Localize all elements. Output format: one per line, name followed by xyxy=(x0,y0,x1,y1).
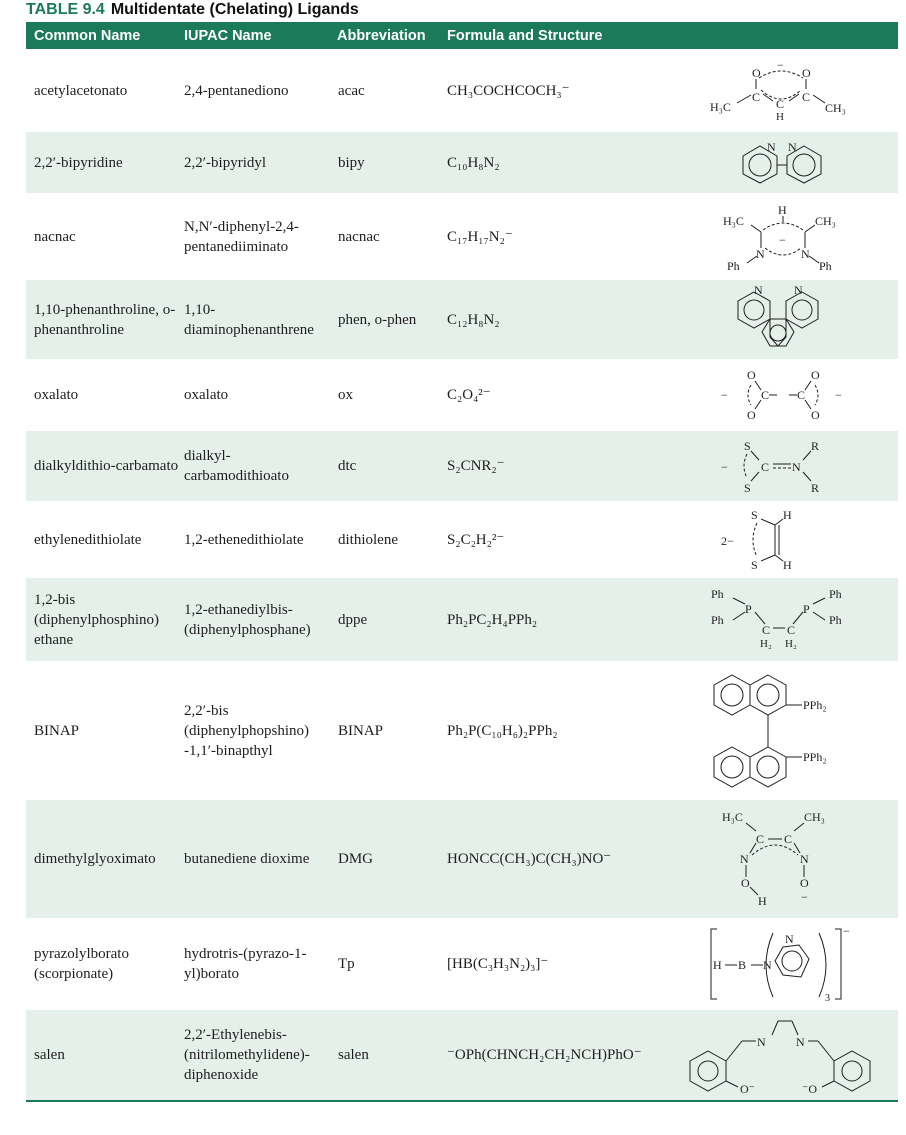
structure-label: N xyxy=(767,139,776,154)
table-row xyxy=(26,359,898,431)
structure-label: N xyxy=(757,1035,766,1049)
structure-label: O xyxy=(811,368,820,382)
dithiolene-structure-icon xyxy=(717,507,847,573)
formula: S₂C₂H₂²⁻ xyxy=(447,531,505,548)
abbreviation: bipy xyxy=(338,154,365,171)
abbreviation: ox xyxy=(338,387,353,403)
iupac-name: 1,10-diaminophenanthrene xyxy=(184,301,314,338)
formula: S₂CNR₂⁻ xyxy=(447,458,505,474)
structure-label: Ph xyxy=(829,586,842,601)
common-name: pyrazolylborato (scorpionate) xyxy=(34,946,129,982)
nacnac-structure-icon xyxy=(717,200,847,274)
abbreviation: BINAP xyxy=(338,722,384,739)
table-row xyxy=(26,661,898,800)
structure-label: C xyxy=(787,622,796,637)
table-row xyxy=(26,132,898,193)
common-name: 2,2′-bipyridine xyxy=(34,154,123,171)
structure-label: C xyxy=(797,388,806,402)
iupac-name: 2,2′-bis (diphenylphopshino) -1,1′-binapthyl xyxy=(184,702,309,759)
structure-label: 2− xyxy=(721,533,734,548)
structure-label: O xyxy=(747,408,756,422)
structure-cell xyxy=(666,280,898,359)
abbreviation: phen, o-phen xyxy=(338,311,417,328)
structure-label: H₃C xyxy=(723,213,744,228)
structure-label: N xyxy=(785,932,794,946)
structure-label: N xyxy=(756,246,765,261)
structure-cell xyxy=(666,578,898,661)
structure-label: N xyxy=(794,283,803,297)
common-name: dialkyldithio-carbamato xyxy=(34,458,179,474)
abbreviation: Tp xyxy=(338,956,355,972)
structure-label: Ph xyxy=(711,586,724,601)
structure-label: − xyxy=(843,924,850,938)
structure-label: H xyxy=(713,958,722,972)
formula: Ph₂P(C₁₀H₆)₂PPh₂ xyxy=(447,722,558,739)
structure-label: R xyxy=(811,439,820,453)
abbreviation: dtc xyxy=(338,458,357,474)
structure-label: − xyxy=(721,388,728,402)
header-common-name: Common Name xyxy=(34,28,141,44)
structure-cell xyxy=(666,661,898,800)
structure-label: O⁻ xyxy=(740,1082,755,1095)
header-formula-structure: Formula and Structure xyxy=(447,28,603,44)
structure-label: N xyxy=(763,958,772,972)
table-row xyxy=(26,49,898,132)
table-row xyxy=(26,501,898,578)
structure-label: C xyxy=(761,460,770,474)
formula: ⁻OPh(CHNCH₂CH₂NCH)PhO⁻ xyxy=(447,1047,642,1063)
structure-label: PPh₂ xyxy=(803,697,827,712)
table-row xyxy=(26,1010,898,1100)
structure-cell xyxy=(666,359,898,431)
formula: C₁₂H₈N₂ xyxy=(447,311,500,328)
iupac-name: 2,4-pentanediono xyxy=(184,82,289,99)
dithiocarbamate-structure-icon xyxy=(717,436,847,496)
bipyridine-structure-icon xyxy=(722,137,842,189)
structure-cell xyxy=(666,431,898,501)
structure-cell xyxy=(666,132,898,193)
structure-label: S xyxy=(751,557,758,572)
structure-label: C xyxy=(762,622,771,637)
structure-label: C xyxy=(756,832,765,846)
phenanthroline-structure-icon xyxy=(722,284,842,356)
iupac-name: 2,2′-bipyridyl xyxy=(184,154,267,171)
structure-label: S xyxy=(744,481,751,495)
structure-cell xyxy=(666,501,898,578)
structure-label: CH₃ xyxy=(825,100,846,115)
common-name: 1,10-phenanthroline, o-phenanthroline xyxy=(34,301,176,338)
structure-label: O xyxy=(800,876,809,890)
structure-label: N xyxy=(796,1035,805,1049)
structure-label: N xyxy=(740,852,749,866)
structure-cell xyxy=(666,918,898,1010)
formula: Ph₂PC₂H₄PPh₂ xyxy=(447,611,538,628)
structure-label: C xyxy=(776,96,785,111)
common-name: ethylenedithiolate xyxy=(34,531,142,548)
structure-cell xyxy=(666,193,898,280)
header-iupac-name: IUPAC Name xyxy=(184,28,272,44)
table-number: TABLE 9.4 xyxy=(26,1,105,18)
structure-label: C xyxy=(802,89,811,104)
structure-label: − xyxy=(835,388,842,402)
structure-label: N xyxy=(792,460,801,474)
structure-label: R xyxy=(811,481,820,495)
header-abbreviation: Abbreviation xyxy=(337,28,426,44)
table-bottom-rule xyxy=(26,1100,898,1102)
structure-cell xyxy=(666,1010,898,1100)
structure-label: P xyxy=(745,601,752,616)
formula: HONCC(CH₃)C(CH₃)NO⁻ xyxy=(447,851,612,867)
table-row xyxy=(26,193,898,280)
structure-label: 3 xyxy=(825,993,830,1004)
structure-label: − xyxy=(779,232,786,247)
structure-label: Ph xyxy=(829,612,842,627)
structure-label: N xyxy=(800,852,809,866)
structure-label: PPh₂ xyxy=(803,749,827,764)
table-title: Multidentate (Chelating) Ligands xyxy=(110,1,359,18)
structure-label: C xyxy=(761,388,770,402)
iupac-name: N,N′-diphenyl-2,4-pentanediiminato xyxy=(184,218,299,255)
structure-label: Ph xyxy=(727,258,740,273)
structure-cell xyxy=(666,800,898,918)
formula: C₁₀H₈N₂ xyxy=(447,154,500,171)
structure-label: H xyxy=(758,894,767,908)
structure-label: H xyxy=(783,557,792,572)
common-name: salen xyxy=(34,1047,65,1063)
structure-label: O xyxy=(747,368,756,382)
structure-label: Ph xyxy=(819,258,832,273)
structure-label: − xyxy=(801,890,808,904)
ligand-table xyxy=(26,22,898,1102)
dimethylglyoxime-structure-icon xyxy=(712,805,852,913)
table-row xyxy=(26,431,898,501)
structure-label: H₂ xyxy=(760,637,772,650)
structure-label: O xyxy=(752,65,761,80)
structure-label: H xyxy=(783,507,792,522)
abbreviation: dppe xyxy=(338,611,368,628)
formula: C₁₇H₁₇N₂⁻ xyxy=(447,228,513,245)
formula: C₂O₄²⁻ xyxy=(447,387,491,403)
structure-label: ⁻O xyxy=(802,1082,817,1095)
structure-label: B xyxy=(738,958,747,972)
structure-label: P xyxy=(803,601,810,616)
iupac-name: 1,2-ethenedithiolate xyxy=(184,531,304,548)
formula: [HB(C₃H₃N₂)₃]⁻ xyxy=(447,956,549,972)
iupac-name: 2,2′-Ethylenebis-(nitrilomethylidene)-diphenoxide xyxy=(184,1027,310,1083)
common-name: acetylacetonato xyxy=(34,82,128,99)
structure-label: C xyxy=(752,89,761,104)
acac-structure-icon xyxy=(707,56,857,126)
iupac-name: dialkyl-carbamodithioato xyxy=(184,448,289,484)
structure-cell xyxy=(666,49,898,132)
structure-label: N xyxy=(754,283,763,297)
structure-label: N xyxy=(788,139,797,154)
iupac-name: oxalato xyxy=(184,387,229,403)
structure-label: H₃C xyxy=(722,810,743,824)
formula: CH₃COCHCOCH₃⁻ xyxy=(447,82,570,99)
common-name: oxalato xyxy=(34,387,79,403)
iupac-name: butanediene dioxime xyxy=(184,851,310,867)
structure-label: O xyxy=(802,65,811,80)
abbreviation: acac xyxy=(338,82,365,99)
common-name: BINAP xyxy=(34,722,80,739)
table-row xyxy=(26,578,898,661)
dppe-structure-icon xyxy=(707,584,857,656)
table-header-row xyxy=(26,22,898,49)
structure-label: Ph xyxy=(711,612,724,627)
structure-label: C xyxy=(784,832,793,846)
structure-label: − xyxy=(777,57,784,72)
abbreviation: salen xyxy=(338,1047,369,1063)
structure-label: N xyxy=(801,246,810,261)
structure-label: H₂ xyxy=(785,637,797,650)
abbreviation: nacnac xyxy=(338,228,380,245)
structure-label: CH₃ xyxy=(815,213,836,228)
structure-label: − xyxy=(721,460,728,474)
table-row xyxy=(26,800,898,918)
structure-label: H₃C xyxy=(710,99,731,114)
iupac-name: 1,2-ethanediylbis-(diphenylphosphane) xyxy=(184,601,311,638)
abbreviation: DMG xyxy=(338,851,374,867)
table-caption xyxy=(26,0,359,20)
iupac-name: hydrotris-(pyrazo-1-yl)borato xyxy=(184,946,307,982)
structure-label: O xyxy=(741,876,750,890)
structure-label: S xyxy=(744,439,751,453)
salen-structure-icon xyxy=(682,1015,882,1095)
structure-label: H xyxy=(776,110,784,123)
table-row xyxy=(26,280,898,359)
structure-label: S xyxy=(751,507,758,522)
oxalate-structure-icon xyxy=(717,367,847,423)
table-row xyxy=(26,918,898,1010)
common-name: 1,2-bis (diphenylphosphino) ethane xyxy=(34,591,159,648)
scorpionate-structure-icon xyxy=(707,923,857,1005)
abbreviation: dithiolene xyxy=(338,531,398,548)
structure-label: CH₃ xyxy=(804,810,825,824)
structure-label: H xyxy=(778,202,787,217)
binap-structure-icon xyxy=(702,667,862,795)
common-name: nacnac xyxy=(34,228,76,245)
structure-label: O xyxy=(811,408,820,422)
common-name: dimethylglyoximato xyxy=(34,851,156,867)
